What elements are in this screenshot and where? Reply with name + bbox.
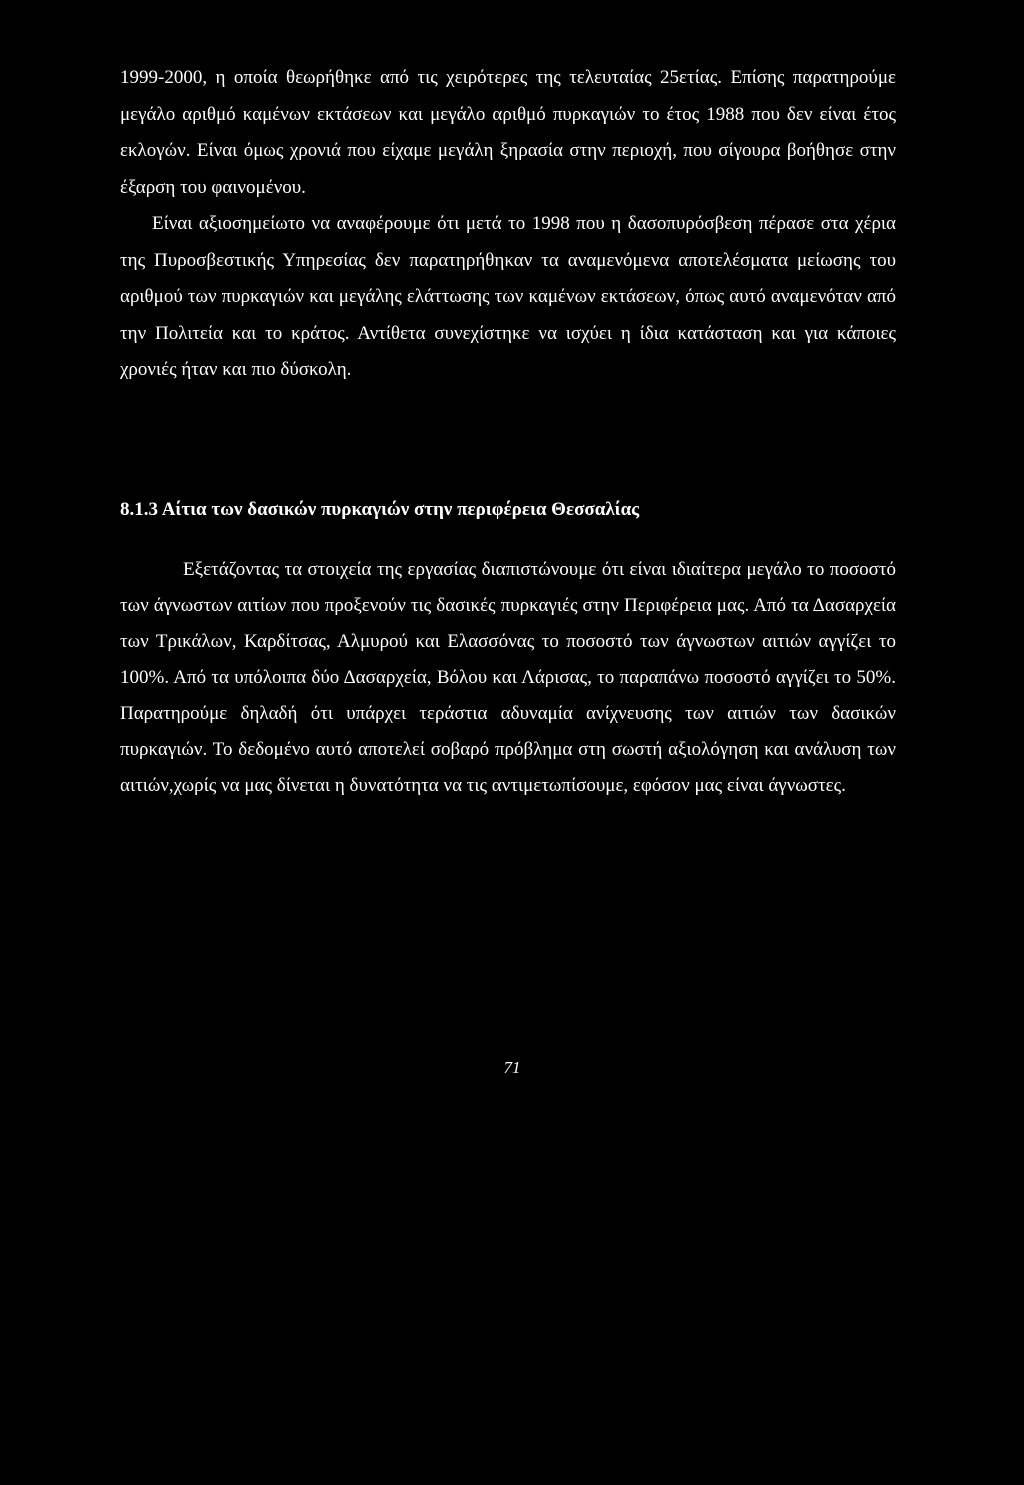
page-number: 71	[503, 1058, 521, 1077]
paragraph-fire-service-results: Είναι αξιοσημείωτο να αναφέρουμε ότι μετά το 1998 που η δασοπυρόσβεση πέρασε στα χέρια της Πυροσβεστικής Υπηρεσίας δεν παρατηρήθηκαν τα αναμενόμενα αποτελέσματα μείωσης του αριθμού των πυρκαγιών και μεγάλης ελάττωσης των καμένων εκτάσεων, όπως αυτό αναμενόταν από την Πολιτεία και το κράτος. Αντίθετα συνεχίστηκε να ισχύει η ίδια κατάσταση και για κάποιες χρονιές ήταν και πιο δύσκολη.	[120, 213, 896, 380]
document-page	[120, 60, 896, 796]
section-heading: 8.1.3 Αίτια των δασικών πυρκαγιών στην περιφέρεια Θεσσαλίας	[120, 499, 640, 520]
paragraph-unknown-causes: Εξετάζοντας τα στοιχεία της εργασίας διαπιστώνουμε ότι είναι ιδιαίτερα μεγάλο το ποσοστό των άγνωστων αιτίων που προξενούν τις δασικές πυρκαγιές στην Περιφέρεια μας. Από τα Δασαρχεία των Τρικάλων, Καρδίτσας, Αλμυρού και Ελασσόνας το ποσοστό των άγνωστων αιτιών αγγίζει το 100%. Από τα υπόλοιπα δύο Δασαρχεία, Βόλου και Λάρισας, το παραπάνω ποσοστό αγγίζει το 50%. Παρατηρούμε δηλαδή ότι υπάρχει τεράστια αδυναμία ανίχνευσης των αιτιών των δασικών πυρκαγιών. Το δεδομένο αυτό αποτελεί σοβαρό πρόβλημα στη σωστή αξιολόγηση και ανάλυση των αιτιών,χωρίς να μας δίνεται η δυνατότητα να τις αντιμετωπίσουμε, εφόσον μας είναι άγνωστες.	[120, 559, 896, 796]
section-body	[120, 552, 896, 804]
paragraph-drought-context: 1999-2000, η οποία θεωρήθηκε από τις χειρότερες της τελευταίας 25ετίας. Επίσης παρατηρούμε μεγάλο αριθμό καμένων εκτάσεων και μεγάλο αριθμό πυρκαγιών το έτος 1988 που δεν είναι έτος εκλογών. Είναι όμως χρονιά που είχαμε μεγάλη ξηρασία στην περιοχή, που σίγουρα βοήθησε στην έξαρση του φαινομένου.	[120, 67, 896, 198]
